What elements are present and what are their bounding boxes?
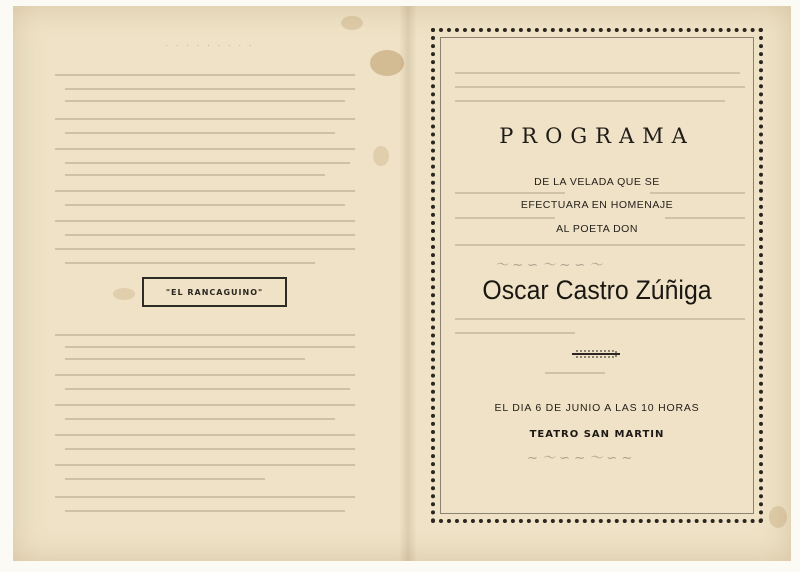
stain: [370, 50, 404, 76]
faded-heading: · · · · · · · · ·: [165, 42, 255, 50]
program-page-border: [431, 28, 763, 523]
stain: [373, 146, 389, 166]
center-fold: [399, 6, 417, 561]
stamp-label: "EL RANCAGUINO": [165, 287, 264, 297]
stain: [113, 288, 135, 300]
subtitle-line-1: DE LA VELADA QUE SE: [534, 176, 660, 188]
newspaper-stamp: [142, 277, 287, 307]
handwritten-note: 〜 ∼ ∽ 〜 ∼ ∽ 〜: [495, 258, 603, 273]
handwritten-note: ∼ 〜 ∽ ∼ 〜 ∽ ∼: [527, 451, 633, 466]
poet-name: Oscar Castro Zúñiga: [482, 275, 712, 305]
subtitle-line-3: AL POETA DON: [556, 223, 638, 235]
ornament-divider: [572, 350, 620, 358]
subtitle-line-2: EFECTUARA EN HOMENAJE: [520, 199, 674, 211]
event-date: EL DIA 6 DE JUNIO A LAS 10 HORAS: [494, 402, 700, 414]
stain: [341, 16, 363, 30]
stain: [769, 506, 787, 528]
event-venue: TEATRO SAN MARTIN: [529, 429, 665, 440]
program-title: PROGRAMA: [499, 124, 695, 148]
